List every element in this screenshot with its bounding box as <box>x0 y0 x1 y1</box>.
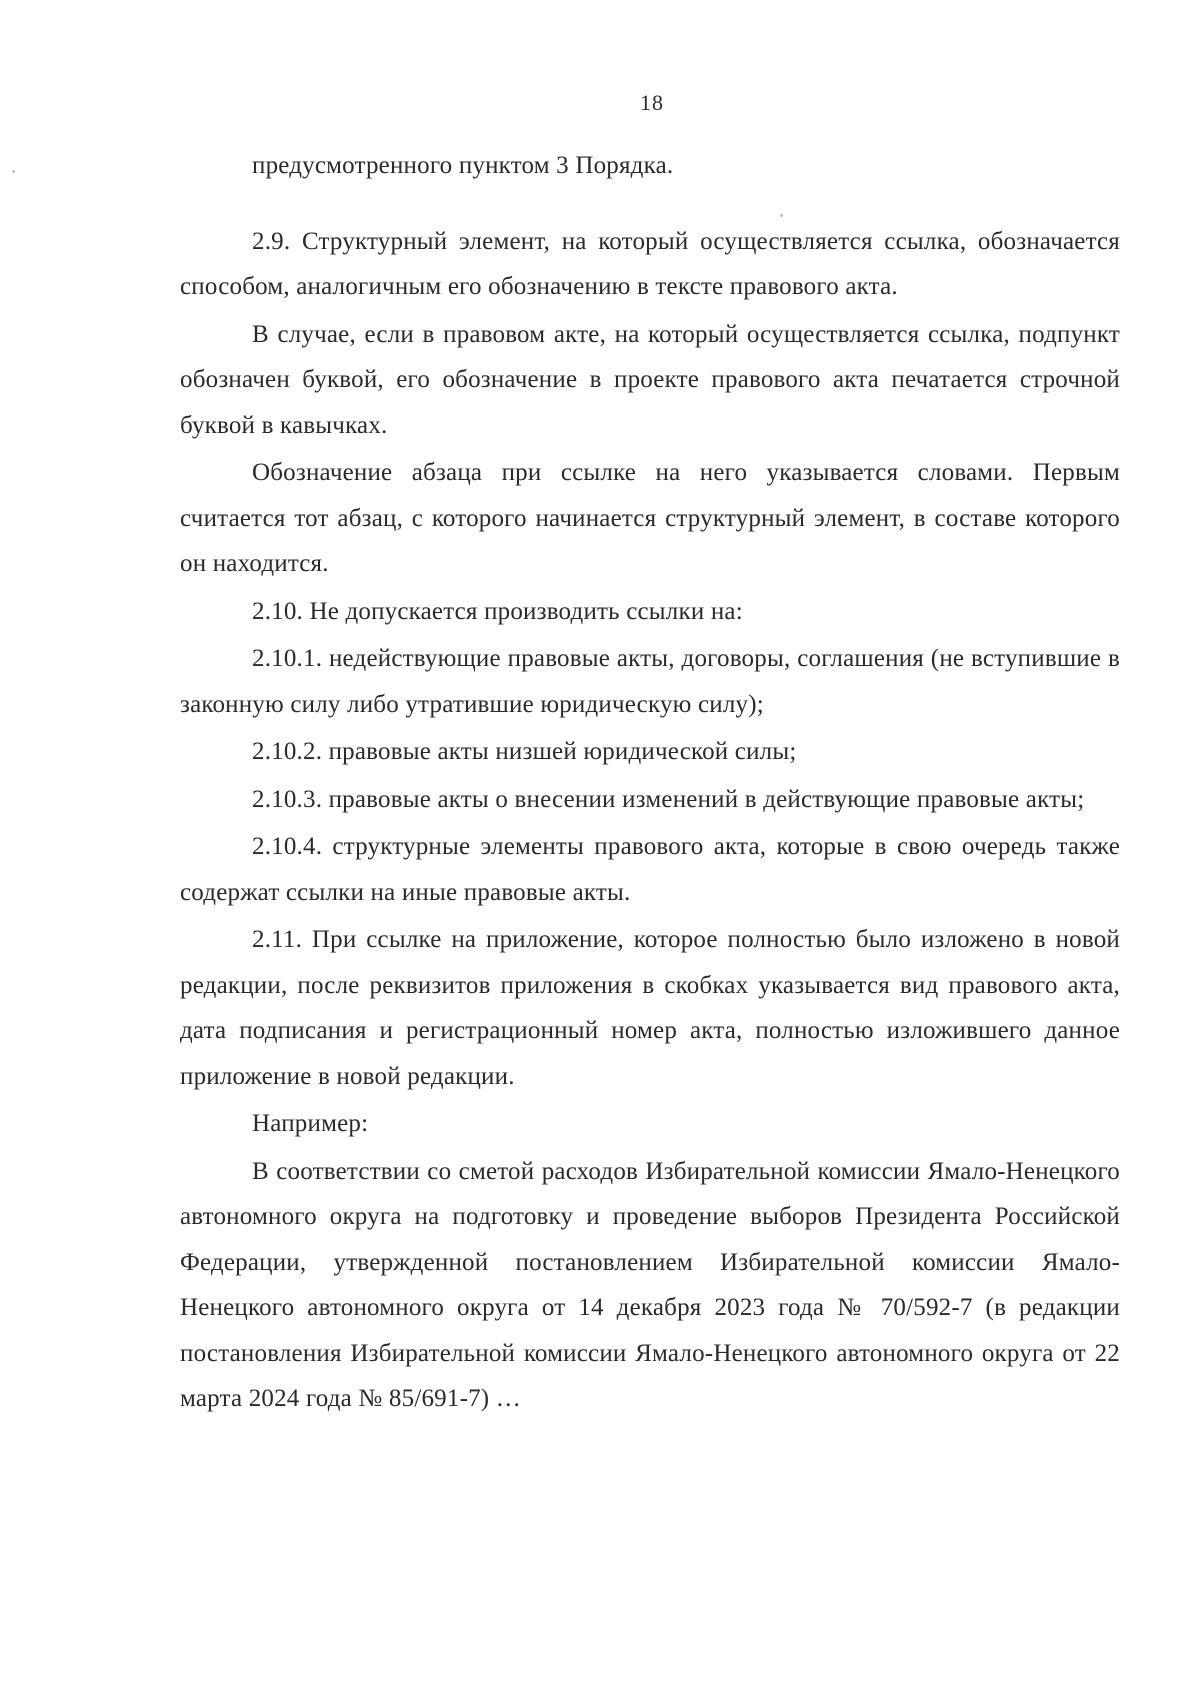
page-number: 18 <box>640 90 664 115</box>
paragraph-2-10: 2.10. Не допускается производить ссылки на: <box>252 597 743 625</box>
paragraph-2-10-3: 2.10.3. правовые акты о внесении изменений в действующие правовые акты; <box>252 785 1085 813</box>
paragraph-2-10-2: 2.10.2. правовые акты низшей юридической силы; <box>252 738 797 765</box>
document-body <box>180 143 1120 1424</box>
scan-speck <box>12 170 15 173</box>
paragraph-example-label: Например: <box>252 1110 369 1137</box>
paragraph-2-10-1: 2.10.1. недействующие правовые акты, договоры, соглашения (не вступившие в законную силу либо утратившие юридическую силу); <box>180 645 1120 718</box>
paragraph-continuation: предусмотренного пунктом 3 Порядка. <box>252 152 674 179</box>
paragraph-abzac: Обозначение абзаца при ссылке на него указывается словами. Первым считается тот абзац, с которого начинается структурный элемент, в составе которого он находится. <box>180 459 1120 577</box>
paragraph-2-9: 2.9. Структурный элемент, на который осуществляется ссылка, обозначается способом, аналогичным его обозначению в тексте правового акта. <box>180 227 1120 300</box>
paragraph-subpoint-letter: В случае, если в правовом акте, на который осуществляется ссылка, подпункт обозначен буквой, его обозначение в проекте правового акта печатается строчной буквой в кавычках. <box>180 320 1120 439</box>
paragraph-2-10-4: 2.10.4. структурные элементы правового акта, которые в свою очередь также содержат ссылки на иные правовые акты. <box>180 833 1120 906</box>
paragraph-2-11: 2.11. При ссылке на приложение, которое полностью было изложено в новой редакции, после реквизитов приложения в скобках указывается вид правового акта, дата подписания и регистрационный номер акта, полностью изложившего данное приложение в новой редакции. <box>180 926 1120 1090</box>
scan-speck <box>780 214 783 217</box>
paragraph-example-text: В соответствии со сметой расходов Избирательной комиссии Ямало-Ненецкого автономного округа на подготовку и проведение выборов Президента Российской Федерации, утвержденной постановлением Избирательной комиссии Ямало-Ненецкого автономного округа от 14 декабря 2023 года № 70/592-7 (в редакции постановления Избирательной комиссии Ямало-Ненецкого автономного округа от 22 марта 2024 года № 85/691-7) … <box>180 1157 1120 1412</box>
